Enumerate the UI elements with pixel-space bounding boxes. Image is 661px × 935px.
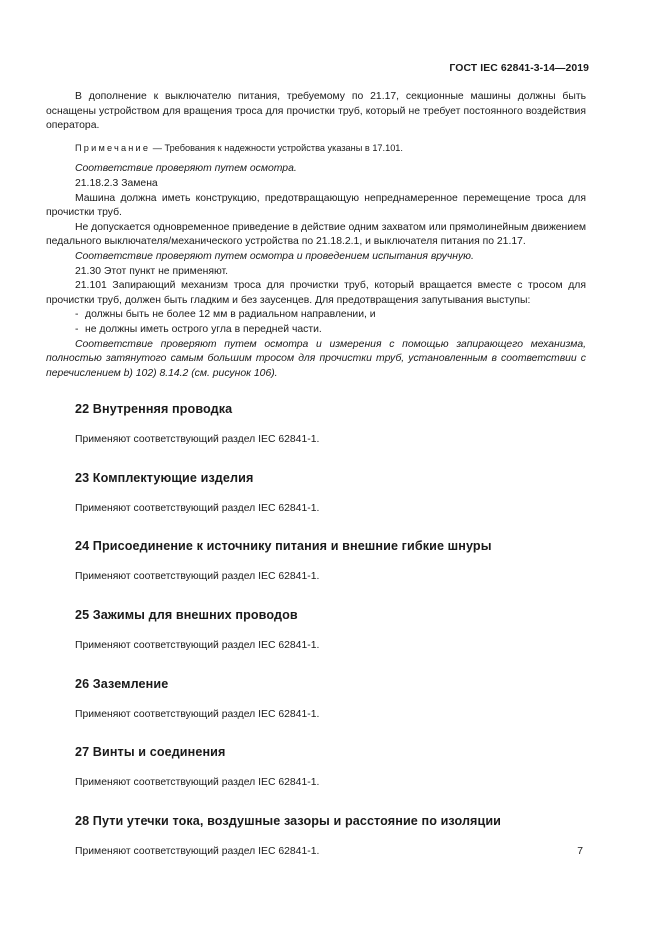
paragraph-simultaneous: Не допускается одновременное приведение в действие одним захватом или прямолинейным движением педального выключателя/механического устройства по 21.18.2.1, и выключателя питания по 21.17. [46, 221, 587, 248]
compliance-inspection: Соответствие проверяют путем осмотра. [75, 163, 297, 175]
section-25 [46, 607, 586, 654]
section-24 [46, 538, 586, 585]
section-text: Применяют соответствующий раздел IEC 62841-1. [75, 571, 320, 583]
section-text: Применяют соответствующий раздел IEC 62841-1. [75, 434, 320, 446]
list-item: - не должны иметь острого угла в передней части. [46, 323, 586, 338]
compliance-measurement: Соответствие проверяют путем осмотра и измерения с помощью запирающего механизма, полностью затянутого самым большим тросом для прочистки труб, установленным в соответствии с перечислением b) 102) 8.14.2 (см. рисунок 106). [46, 338, 586, 379]
paragraph-design: Машина должна иметь конструкцию, предотвращающую непреднамеренное перемещение троса для прочистки труб. [46, 192, 586, 219]
section-23 [46, 470, 586, 517]
section-text: Применяют соответствующий раздел IEC 62841-1. [75, 502, 320, 514]
section-heading: 27 Винты и соединения [75, 745, 226, 760]
section-heading: 26 Заземление [75, 676, 169, 691]
compliance-manual-test: Соответствие проверяют путем осмотра и проведением испытания вручную. [75, 250, 474, 262]
note-text: — Требования к надежности устройства указаны в 17.101. [150, 142, 403, 153]
section-heading: 25 Зажимы для внешних проводов [75, 608, 298, 623]
paragraph-power-switch: В дополнение к выключателю питания, требуемому по 21.17, секционные машины должны быть оснащены устройством для вращения троса для прочистки труб, который не требует постоянного воздействия оператора. [46, 91, 586, 132]
document-body [46, 90, 586, 859]
section-heading: 22 Внутренняя проводка [75, 402, 233, 417]
section-heading: 28 Пути утечки тока, воздушные зазоры и расстояние по изоляции [75, 813, 502, 828]
page-number: 7 [577, 846, 583, 857]
section-26 [46, 676, 586, 723]
section-heading: 24 Присоединение к источнику питания и внешние гибкие шнуры [75, 539, 492, 554]
section-text: Применяют соответствующий раздел IEC 62841-1. [75, 640, 320, 652]
note-label: Примечание [75, 142, 151, 153]
dash-marker: - [75, 323, 79, 335]
dash-marker: - [75, 309, 79, 321]
standard-header: ГОСТ IEC 62841-3-14—2019 [449, 63, 589, 74]
list-item: - должны быть не более 12 мм в радиальном направлении, и [46, 308, 586, 323]
section-22 [46, 401, 586, 448]
section-heading: 23 Комплектующие изделия [75, 470, 254, 485]
section-text: Применяют соответствующий раздел IEC 62841-1. [75, 777, 320, 789]
clause-21-30: 21.30 Этот пункт не применяют. [75, 265, 229, 277]
clause-21-18-2-3: 21.18.2.3 Замена [75, 177, 158, 189]
section-27 [46, 744, 586, 791]
clause-21-101: 21.101 Запирающий механизм троса для прочистки труб, который вращается вместе с тросом для прочистки труб, должен быть гладким и без заусенцев. Для предотвращения запутывания выступы: [46, 280, 586, 306]
section-text: Применяют соответствующий раздел IEC 62841-1. [75, 845, 320, 857]
section-28 [46, 813, 586, 860]
section-text: Применяют соответствующий раздел IEC 62841-1. [75, 708, 320, 720]
note [46, 141, 586, 156]
